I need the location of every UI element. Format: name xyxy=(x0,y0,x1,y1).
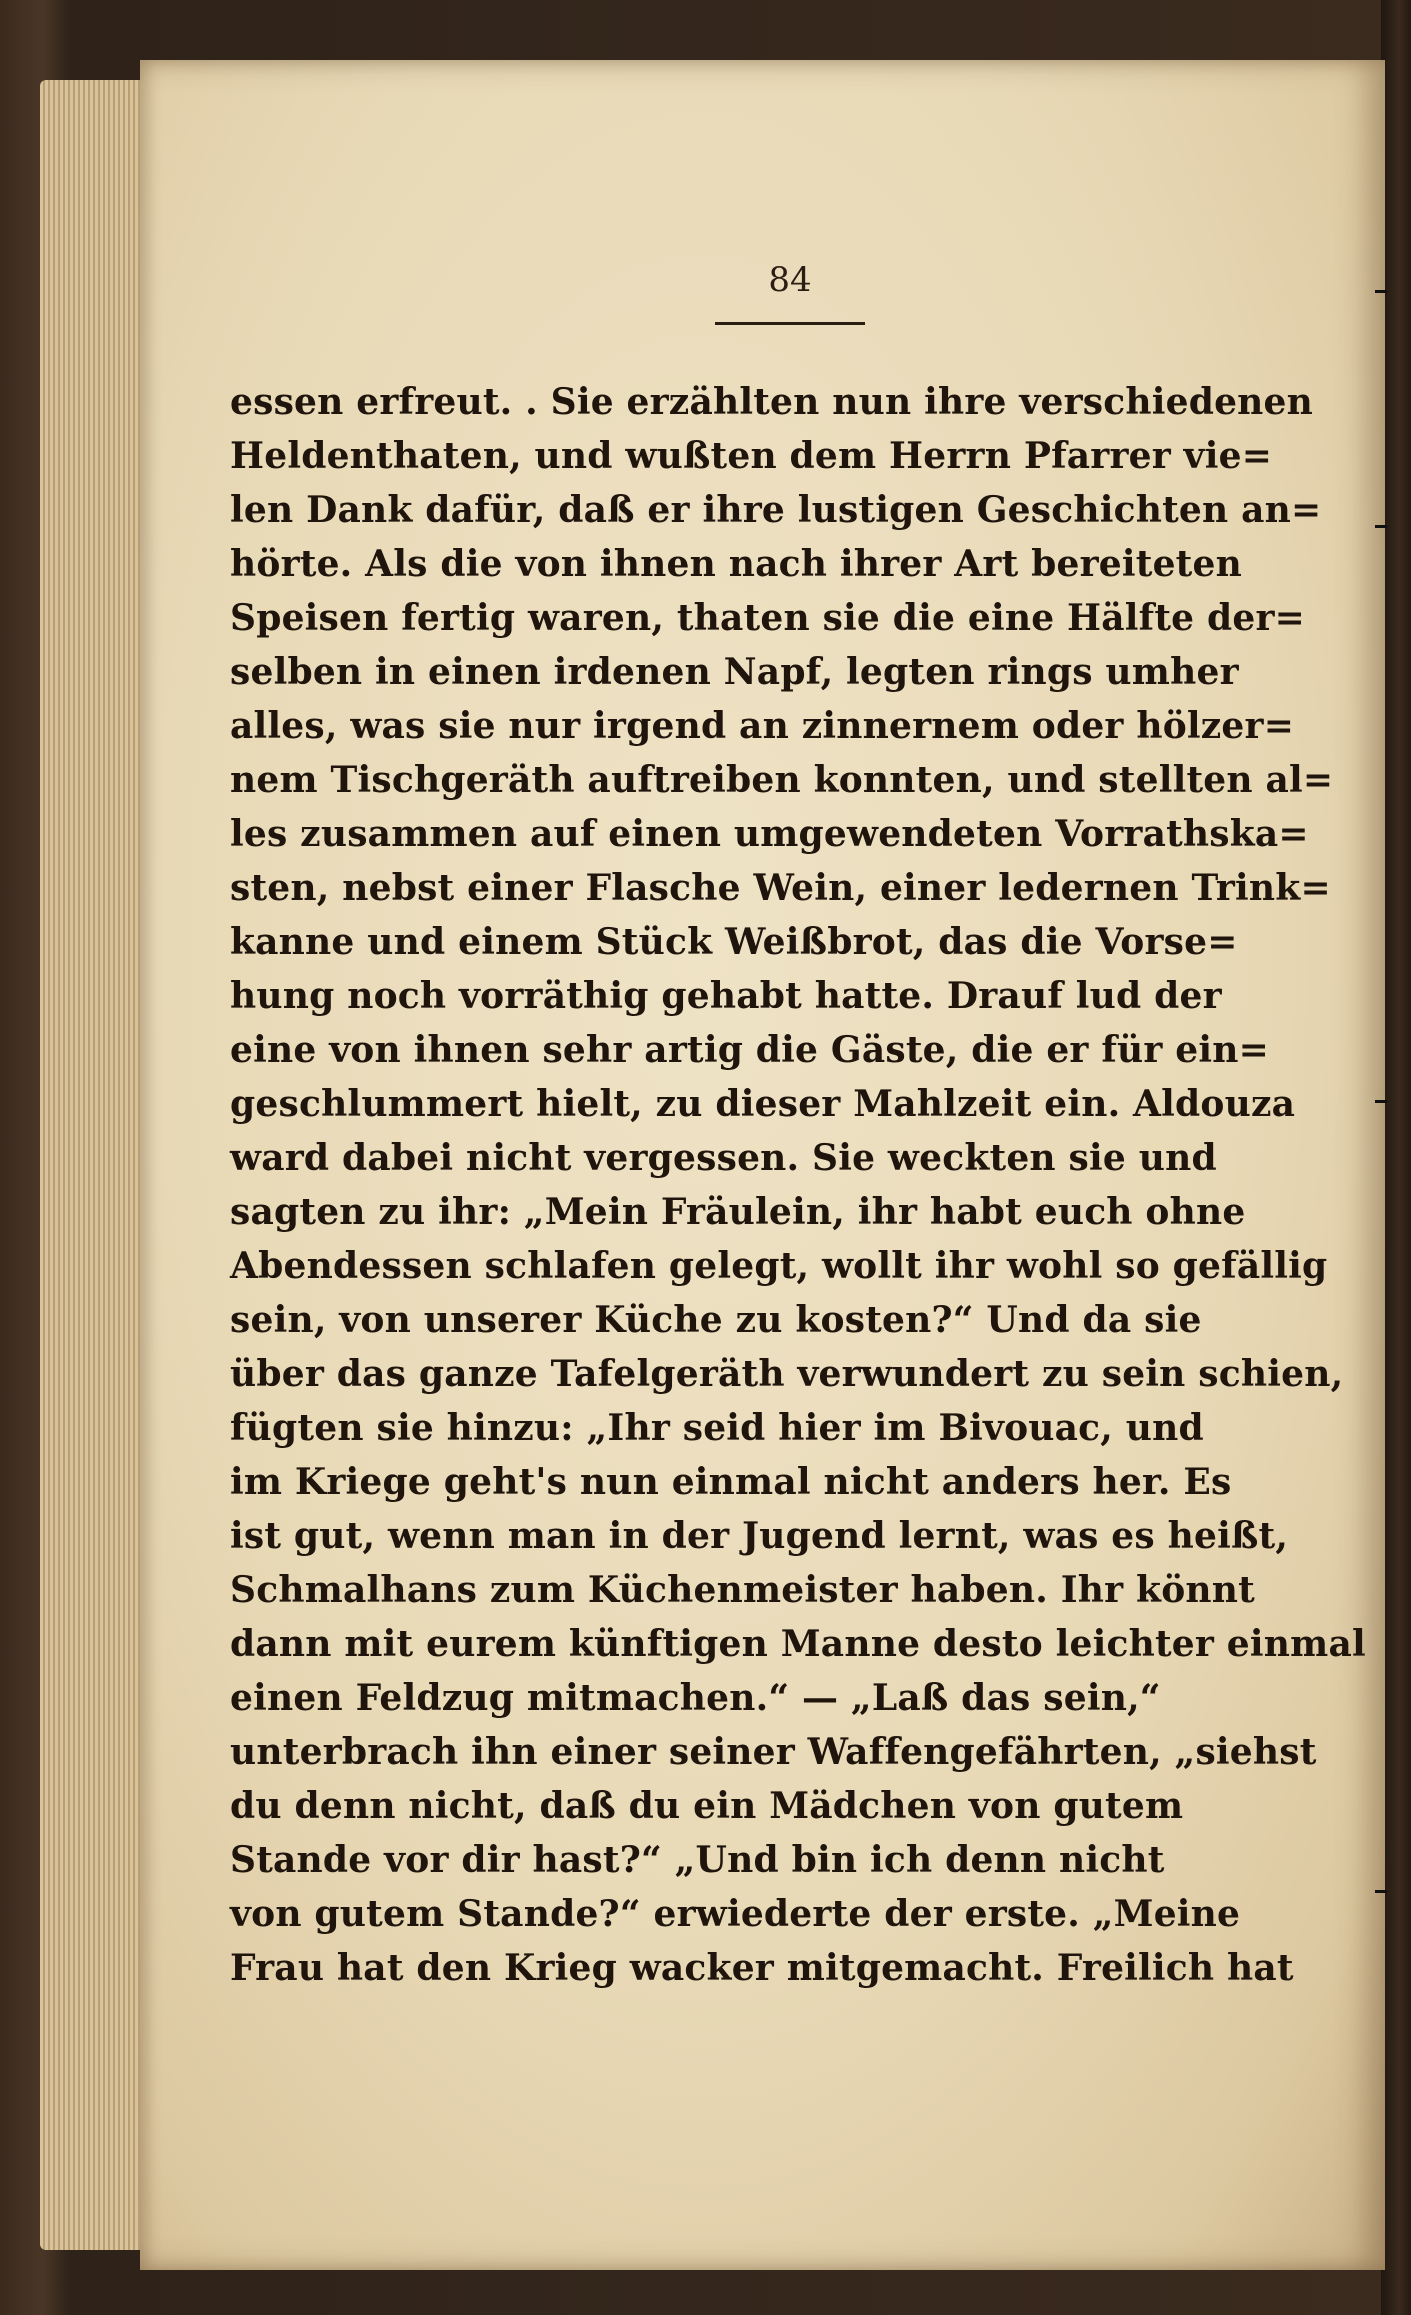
book-binding xyxy=(1381,0,1411,2315)
text-line: sagten zu ihr: „Mein Fräulein, ihr habt euch ohne xyxy=(230,1191,1246,1233)
edge-tick-mark xyxy=(1375,290,1387,293)
text-line: kanne und einem Stück Weißbrot, das die Vorse= xyxy=(230,921,1238,963)
text-line: fügten sie hinzu: „Ihr seid hier im Bivouac, und xyxy=(230,1407,1204,1449)
text-line: Schmalhans zum Küchenmeister haben. Ihr könnt xyxy=(230,1569,1255,1611)
text-line: eine von ihnen sehr artig die Gäste, die er für ein= xyxy=(230,1029,1270,1071)
text-line: len Dank dafür, daß er ihre lustigen Geschichten an= xyxy=(230,489,1322,531)
text-line: alles, was sie nur irgend an zinnernem oder hölzer= xyxy=(230,705,1295,747)
text-line: Abendessen schlafen gelegt, wollt ihr wohl so gefällig xyxy=(230,1245,1328,1287)
text-line: Stande vor dir hast?“ „Und bin ich denn nicht xyxy=(230,1839,1165,1881)
text-line: über das ganze Tafelgeräth verwundert zu sein schien, xyxy=(230,1353,1344,1395)
text-line: selben in einen irdenen Napf, legten rings umher xyxy=(230,651,1239,693)
text-line: nem Tischgeräth auftreiben konnten, und stellten al= xyxy=(230,759,1334,801)
text-line: Speisen fertig waren, thaten sie die eine Hälfte der= xyxy=(230,597,1306,639)
text-line: geschlummert hielt, zu dieser Mahlzeit ein. Aldouza xyxy=(230,1083,1296,1125)
text-line: hung noch vorräthig gehabt hatte. Drauf lud der xyxy=(230,975,1222,1017)
text-line: im Kriege geht's nun einmal nicht anders her. Es xyxy=(230,1461,1232,1503)
text-line: hörte. Als die von ihnen nach ihrer Art bereiteten xyxy=(230,543,1242,585)
text-line: sein, von unserer Küche zu kosten?“ Und da sie xyxy=(230,1299,1202,1341)
text-line: sten, nebst einer Flasche Wein, einer ledernen Trink= xyxy=(230,867,1331,909)
text-line: Frau hat den Krieg wacker mitgemacht. Freilich hat xyxy=(230,1947,1294,1989)
text-line: ist gut, wenn man in der Jugend lernt, was es heißt, xyxy=(230,1515,1289,1557)
text-line: Heldenthaten, und wußten dem Herrn Pfarrer vie= xyxy=(230,435,1273,477)
text-line: ward dabei nicht vergessen. Sie weckten sie und xyxy=(230,1137,1217,1179)
text-line: du denn nicht, daß du ein Mädchen von gutem xyxy=(230,1785,1184,1827)
text-line: unterbrach ihn einer seiner Waffengefährten, „siehst xyxy=(230,1731,1317,1773)
text-line: von gutem Stande?“ erwiederte der erste. „Meine xyxy=(230,1893,1241,1935)
text-line: les zusammen auf einen umgewendeten Vorrathska= xyxy=(230,813,1309,855)
edge-tick-mark xyxy=(1375,1890,1387,1893)
text-line: essen erfreut. . Sie erzählten nun ihre verschiedenen xyxy=(230,381,1314,423)
edge-tick-mark xyxy=(1375,525,1387,528)
page-text xyxy=(230,250,1366,2190)
text-line: dann mit eurem künftigen Manne desto leichter einmal xyxy=(230,1623,1366,1665)
page-number: 84 xyxy=(768,260,812,300)
text-line: einen Feldzug mitmachen.“ — „Laß das sein,“ xyxy=(230,1677,1161,1719)
edge-tick-mark xyxy=(1375,1100,1387,1103)
